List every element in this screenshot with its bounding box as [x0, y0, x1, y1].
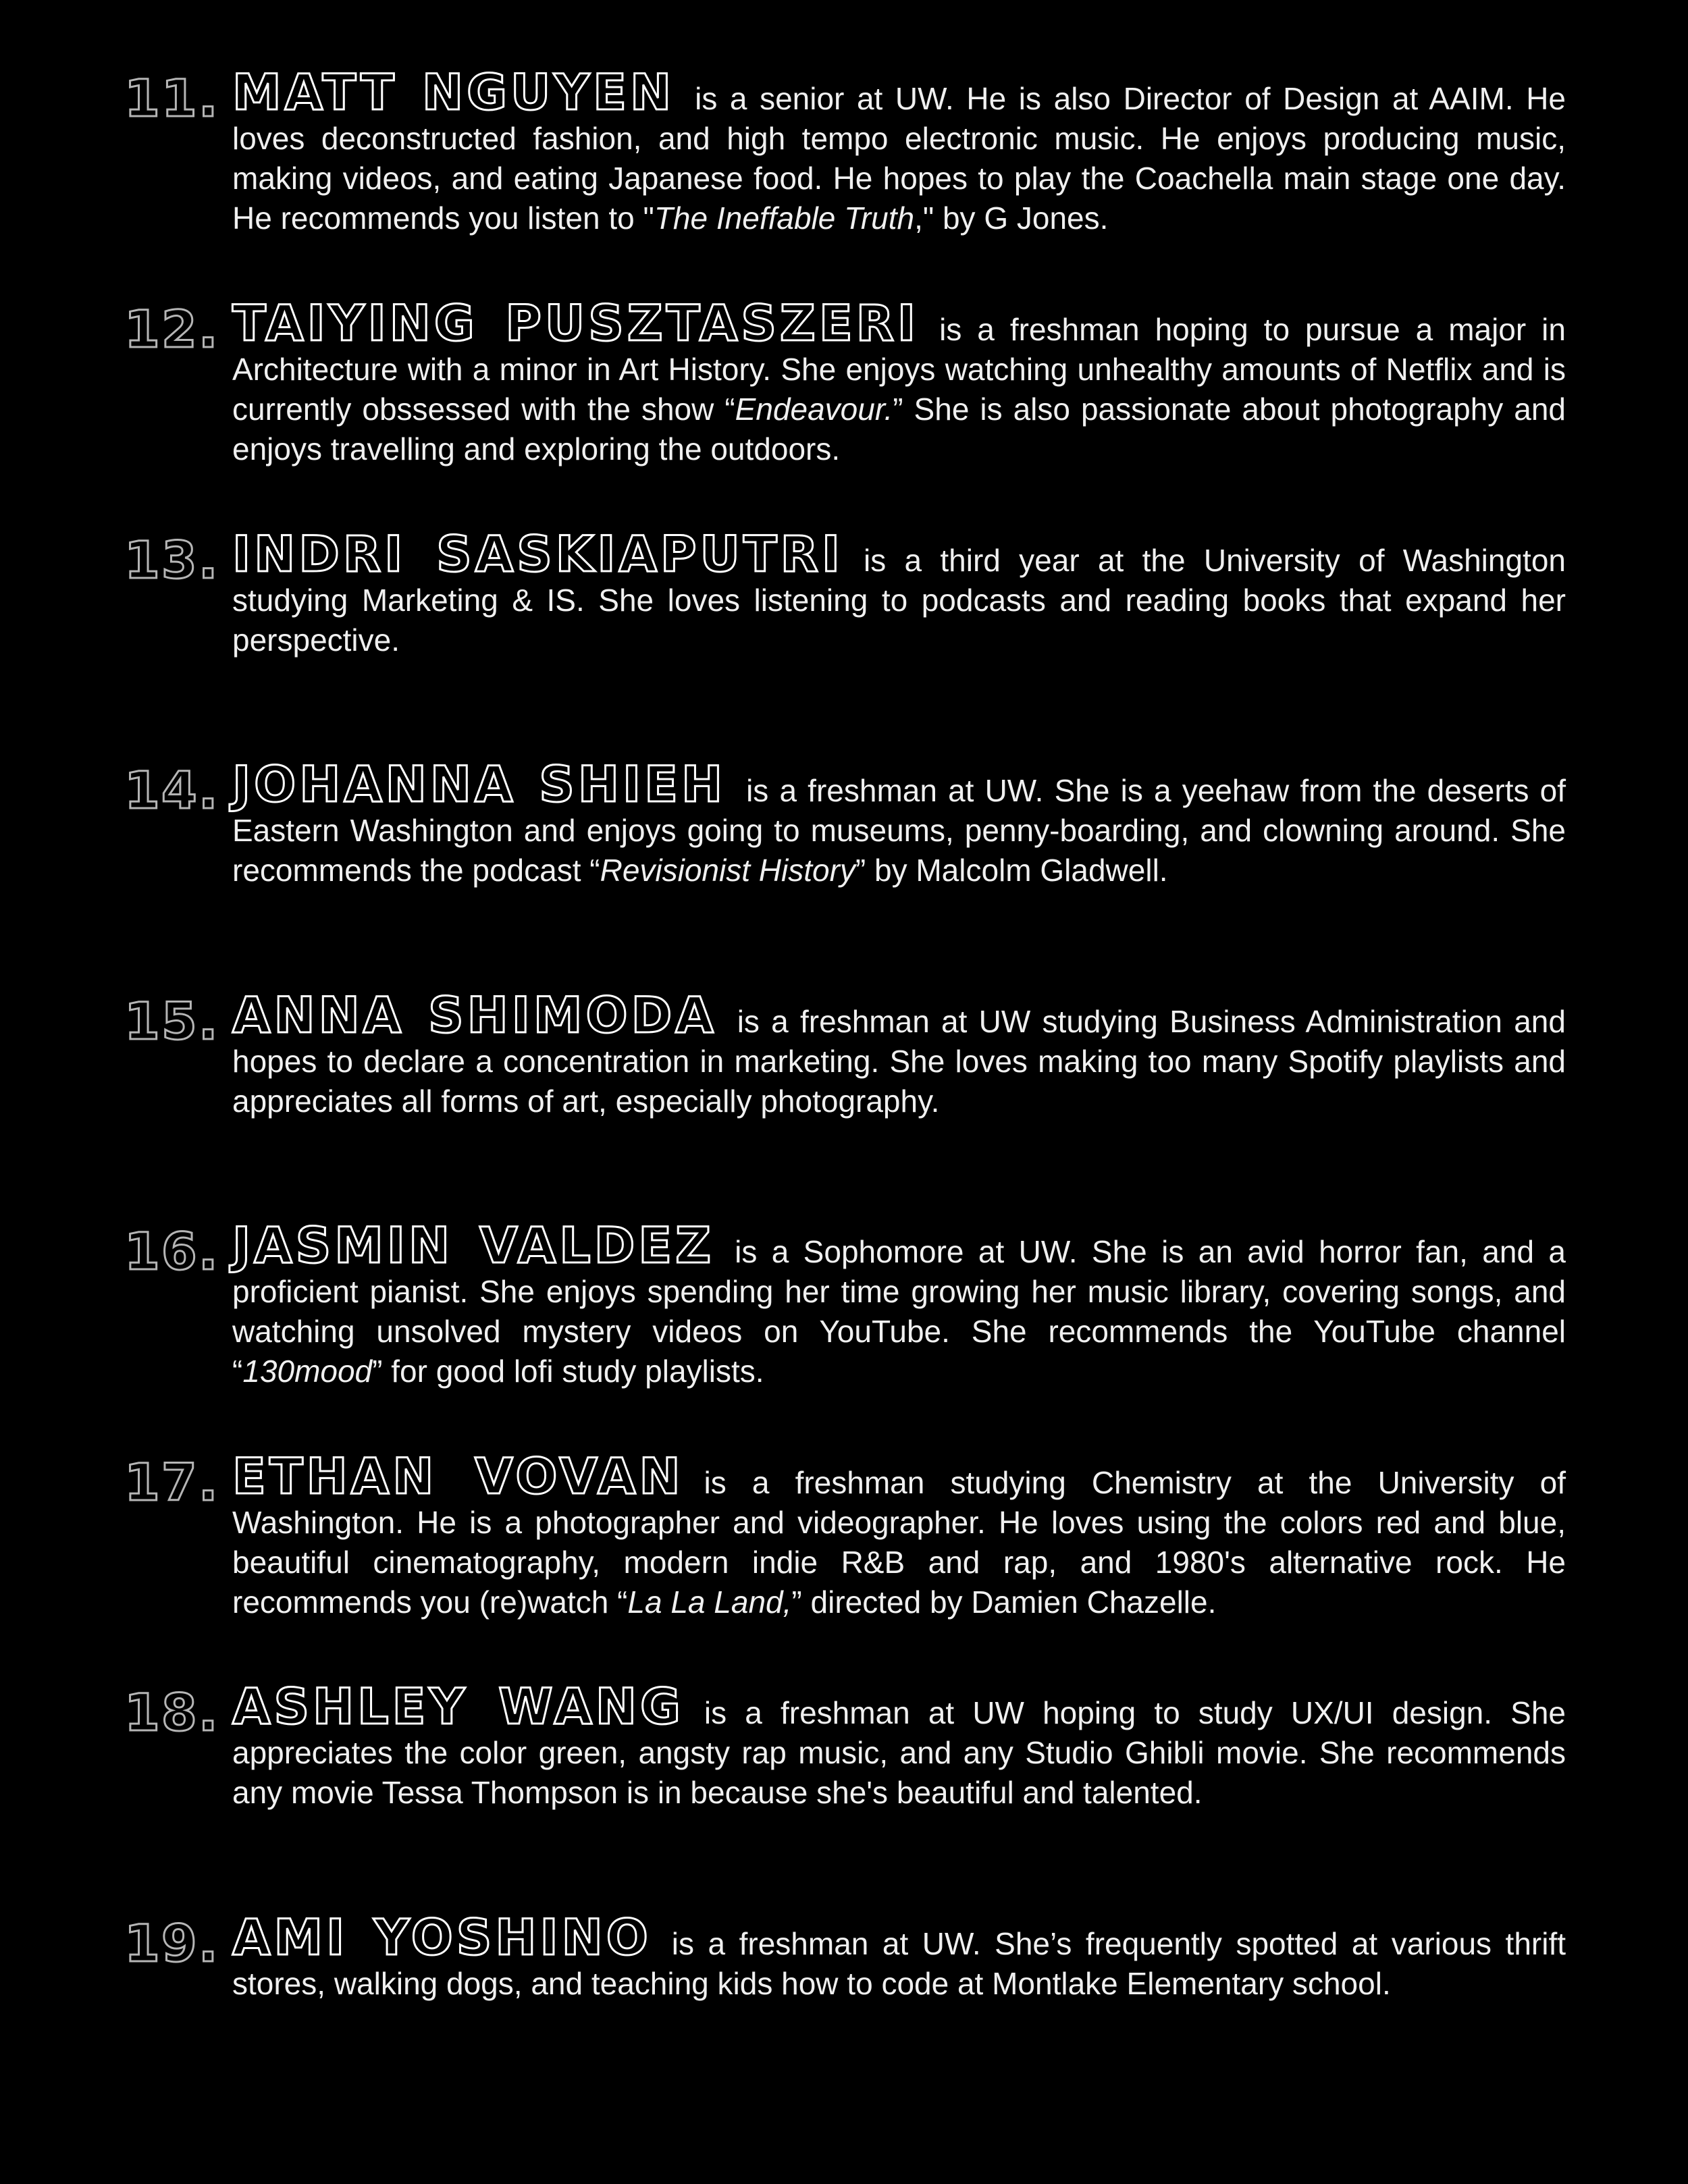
entry-number: 19.: [124, 1913, 219, 1973]
entry-number: 13.: [124, 530, 219, 590]
person-name: TAIYING PUSZTASZERI: [232, 295, 920, 352]
bio-text-end: ," by G Jones.: [914, 201, 1109, 236]
bio-text-end: ” by Malcolm Gladwell.: [855, 853, 1168, 888]
entry-text: [232, 1217, 1566, 1391]
bio-text: is a freshman at UW. She is a yeehaw from the deserts of Eastern Washington and enjoys going to museums, penny-boarding, and clowning around. She recommends the podcast “: [232, 773, 1566, 888]
entry-text: [232, 1678, 1566, 1813]
entry-text: [232, 295, 1566, 469]
bio-text: is a freshman at UW hoping to study UX/UI design. She appreciates the color green, angsty rap music, and any Studio Ghibli movie. She recommends any movie Tessa Thompson is in because she's beautiful and talented.: [232, 1695, 1566, 1810]
entry-number: 11.: [124, 68, 219, 128]
entry-text: [232, 526, 1566, 660]
bio-text-end: ” directed by Damien Chazelle.: [791, 1584, 1217, 1620]
recommendation-title: Endeavour.: [735, 392, 893, 427]
person-name: AMI YOSHINO: [232, 1909, 652, 1967]
person-name: ETHAN VOVAN: [232, 1448, 684, 1506]
person-name: ANNA SHIMODA: [232, 987, 717, 1044]
recommendation-title: 130mood: [242, 1354, 373, 1389]
entry-number: 16.: [124, 1221, 219, 1281]
recommendation-title: Revisionist History: [600, 853, 855, 888]
entry-text: [232, 1448, 1566, 1622]
entry-number: 12.: [124, 299, 219, 359]
entry-text: [232, 1909, 1566, 2004]
entry-number: 14.: [124, 760, 219, 820]
entry-number: 18.: [124, 1682, 219, 1742]
bio-text-end: ” She is also passionate about photography and enjoys travelling and exploring the outdoors.: [232, 392, 1566, 467]
recommendation-title: The Ineffable Truth: [654, 201, 915, 236]
entry-number: 17.: [124, 1452, 219, 1512]
person-name: MATT NGUYEN: [232, 64, 675, 122]
entry-text: [232, 987, 1566, 1121]
bio-text: is a Sophomore at UW. She is an avid horror fan, and a proficient pianist. She enjoys spending her time growing her music library, covering songs, and watching unsolved mystery videos on YouTube. She recommends the YouTube channel “: [232, 1234, 1566, 1389]
entry-text: [232, 64, 1566, 238]
bio-text: is a freshman hoping to pursue a major in Architecture with a minor in Art History. She enjoys watching unhealthy amounts of Netflix and is currently obssessed with the show “: [232, 312, 1566, 427]
bio-text: is a freshman at UW studying Business Administration and hopes to declare a concentration in marketing. She loves making too many Spotify playlists and appreciates all forms of art, especially photography.: [232, 1004, 1566, 1119]
entry-text: [232, 756, 1566, 890]
person-name: INDRI SASKIAPUTRI: [232, 526, 843, 583]
bio-text-end: ” for good lofi study playlists.: [372, 1354, 764, 1389]
bio-text: is a third year at the University of Washington studying Marketing & IS. She loves listening to podcasts and reading books that expand her perspective.: [232, 543, 1566, 658]
person-name: ASHLEY WANG: [232, 1678, 684, 1736]
entry-number: 15.: [124, 991, 219, 1051]
bio-text: is a senior at UW. He is also Director of Design at AAIM. He loves deconstructed fashion, and high tempo electronic music. He enjoys producing music, making videos, and eating Japanese food. He hopes to play the Coachella main stage one day. He recommends you listen to ": [232, 81, 1566, 236]
bio-text: is a freshman at UW. She’s frequently spotted at various thrift stores, walking dogs, and teaching kids how to code at Montlake Elementary school.: [232, 1926, 1566, 2001]
person-name: JASMIN VALDEZ: [232, 1217, 715, 1275]
person-name: JOHANNA SHIEH: [232, 756, 727, 814]
bio-text: is a freshman studying Chemistry at the University of Washington. He is a photographer and videographer. He loves using the colors red and blue, beautiful cinematography, modern indie R&B and rap, and 1980's alternative rock. He recommends you (re)watch “: [232, 1465, 1566, 1620]
recommendation-title: La La Land,: [627, 1584, 792, 1620]
